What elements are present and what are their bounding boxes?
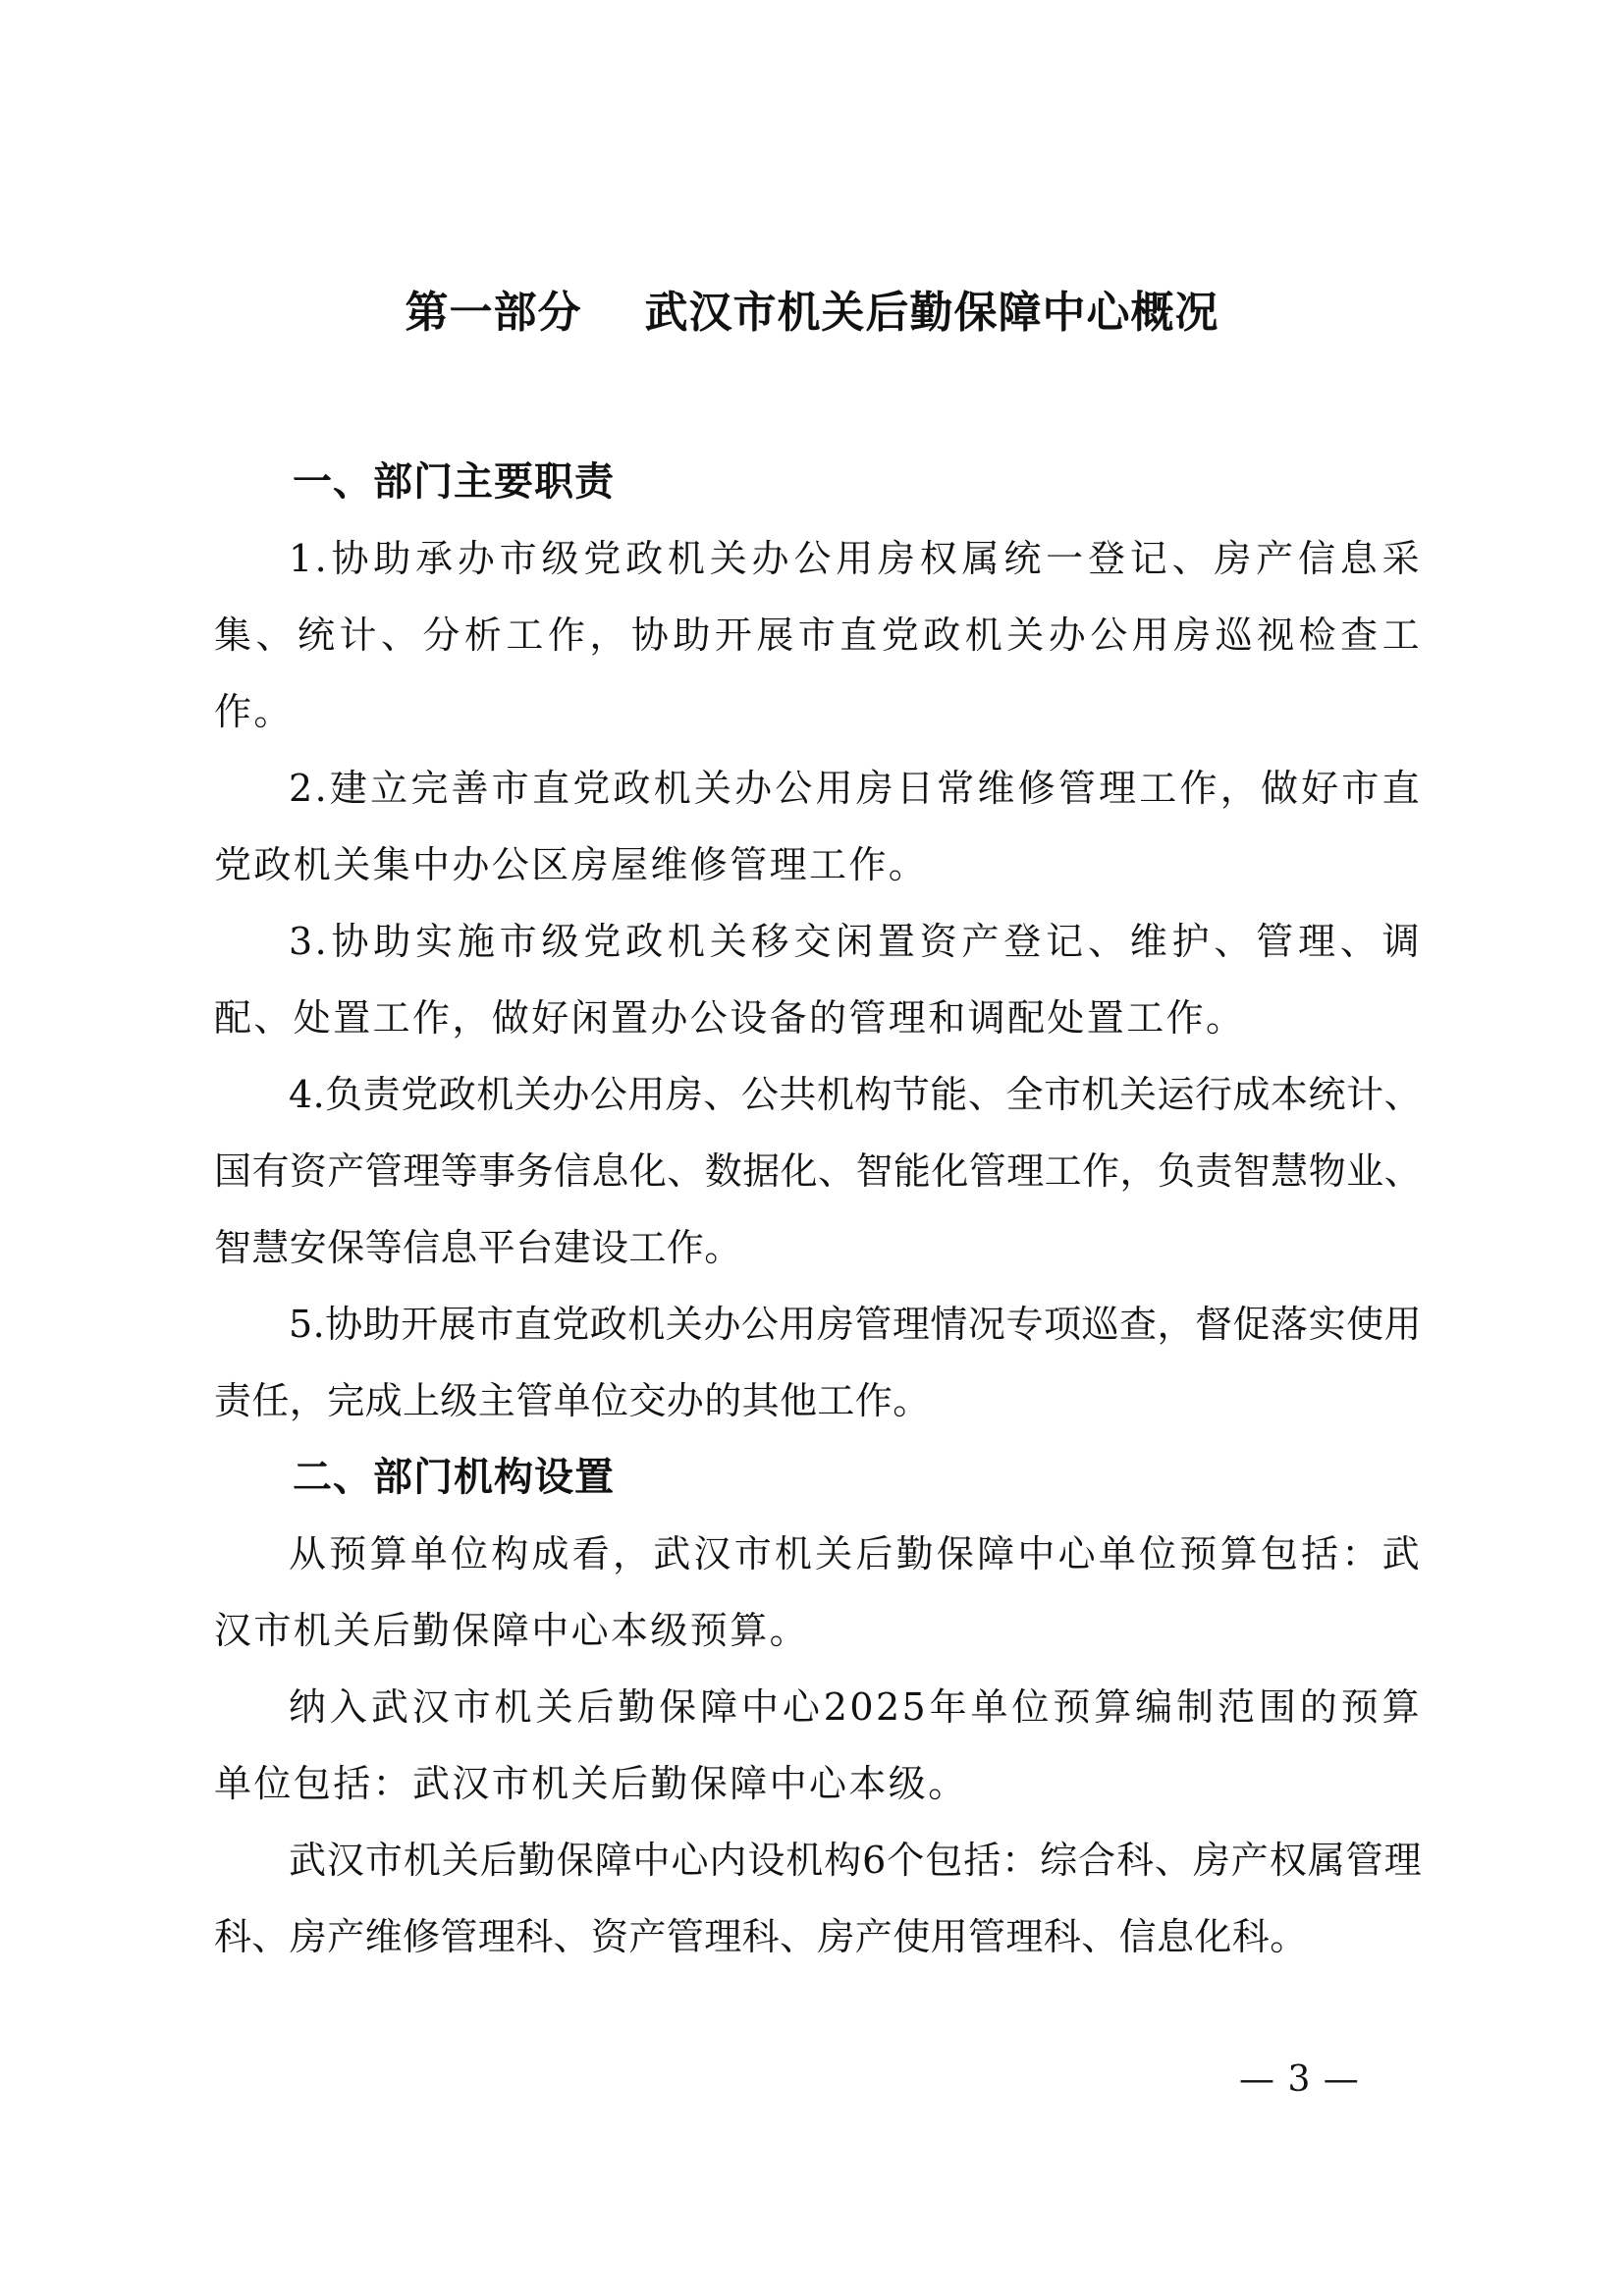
- title-part: 第一部分: [405, 288, 582, 338]
- duty-paragraph-3: 3.协助实施市级党政机关移交闲置资产登记、维护、管理、调配、处置工作，做好闲置办公设备的管理和调配处置工作。: [214, 920, 1422, 1040]
- org-paragraph-3: 武汉市机关后勤保障中心内设机构6个包括：综合科、房产权属管理科、房产维修管理科、资产管理科、房产使用管理科、信息化科。: [214, 1839, 1422, 1958]
- duty-paragraph-1: 1.协助承办市级党政机关办公用房权属统一登记、房产信息采集、统计、分析工作，协助开展市直党政机关办公用房巡视检查工作。: [214, 537, 1422, 733]
- duty-paragraph-4: 4.负责党政机关办公用房、公共机构节能、全市机关运行成本统计、国有资产管理等事务信息化、数据化、智能化管理工作，负责智慧物业、智慧安保等信息平台建设工作。: [214, 1073, 1422, 1269]
- section-heading-duties: 一、部门主要职责: [293, 459, 615, 505]
- duty-paragraph-5: 5.协助开展市直党政机关办公用房管理情况专项巡查，督促落实使用责任，完成上级主管单位交办的其他工作。: [214, 1303, 1422, 1422]
- title-name: 武汉市机关后勤保障中心概况: [644, 288, 1219, 338]
- page-number: — 3 —: [1239, 2059, 1360, 2100]
- duty-paragraph-2: 2.建立完善市直党政机关办公用房日常维修管理工作，做好市直党政机关集中办公区房屋维修管理工作。: [214, 767, 1422, 886]
- document-body: [214, 444, 1422, 1975]
- page-title: [0, 277, 1624, 340]
- org-paragraph-1: 从预算单位构成看，武汉市机关后勤保障中心单位预算包括：武汉市机关后勤保障中心本级预算。: [214, 1532, 1422, 1652]
- org-paragraph-2: 纳入武汉市机关后勤保障中心2025年单位预算编制范围的预算单位包括：武汉市机关后勤保障中心本级。: [214, 1685, 1422, 1805]
- section-heading-organization: 二、部门机构设置: [293, 1455, 615, 1500]
